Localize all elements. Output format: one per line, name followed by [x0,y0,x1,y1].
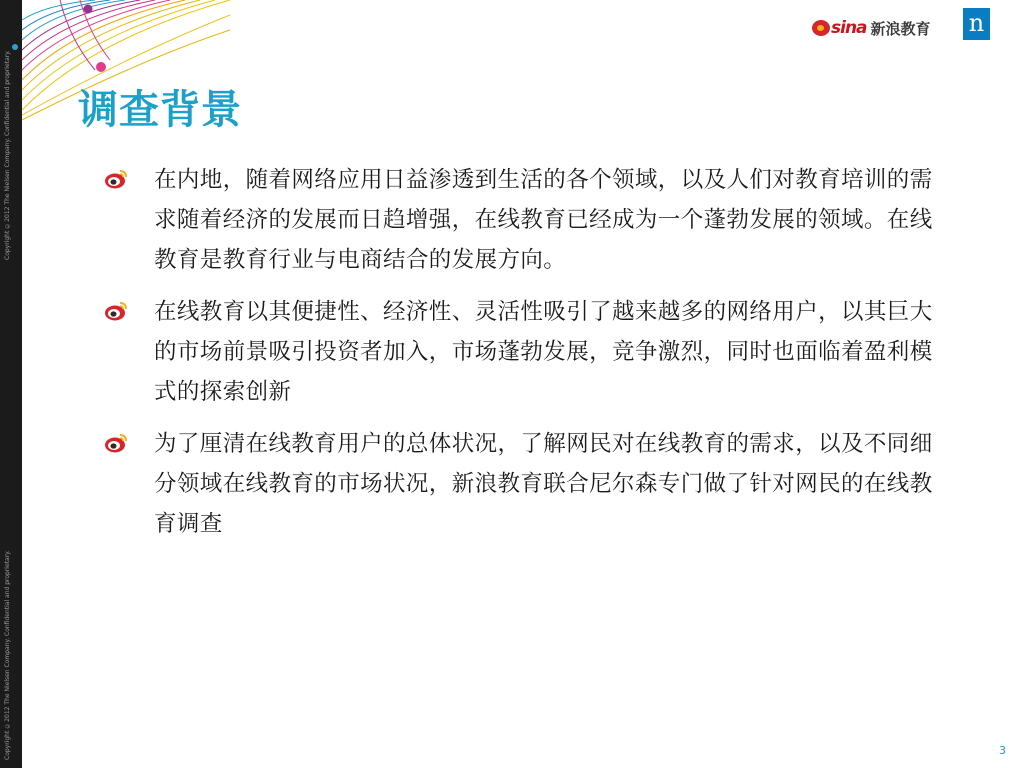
sina-education-logo [812,14,931,42]
nielsen-logo: n [963,8,990,40]
bullet-text: 在内地，随着网络应用日益渗透到生活的各个领域，以及人们对教育培训的需求随着经济的发展而日趋增强，在线教育已经成为一个蓬勃发展的领域。在线教育是教育行业与电商结合的发展方向。 [154,167,933,273]
bullet-text: 在线教育以其便捷性、经济性、灵活性吸引了越来越多的网络用户，以其巨大的市场前景吸引投资者加入，市场蓬勃发展，竞争激烈，同时也面临着盈利模式的探索创新 [154,299,933,405]
weibo-icon [104,433,128,453]
page-number: 3 [999,744,1006,757]
bullet-item [104,292,934,412]
bullet-item [104,160,934,280]
sina-eye-icon [812,20,830,36]
page-title: 调查背景 [78,87,242,133]
weibo-icon [104,169,128,189]
weibo-icon [104,301,128,321]
copyright-vertical-bottom: Copyright ©2012 The Nielsen Company. Confidential and proprietary. [4,550,11,760]
bullet-text: 为了厘清在线教育用户的总体状况，了解网民对在线教育的需求，以及不同细分领域在线教育的市场状况，新浪教育联合尼尔森专门做了针对网民的在线教育调查 [154,431,933,537]
copyright-vertical-top: Copyright ©2012 The Nielsen Company. Confidential and proprietary. [4,50,11,260]
bullet-list [104,160,934,556]
sina-logo-word: sina [831,18,867,38]
sina-logo-subtitle: 新浪教育 [870,19,931,38]
bullet-item [104,424,934,544]
